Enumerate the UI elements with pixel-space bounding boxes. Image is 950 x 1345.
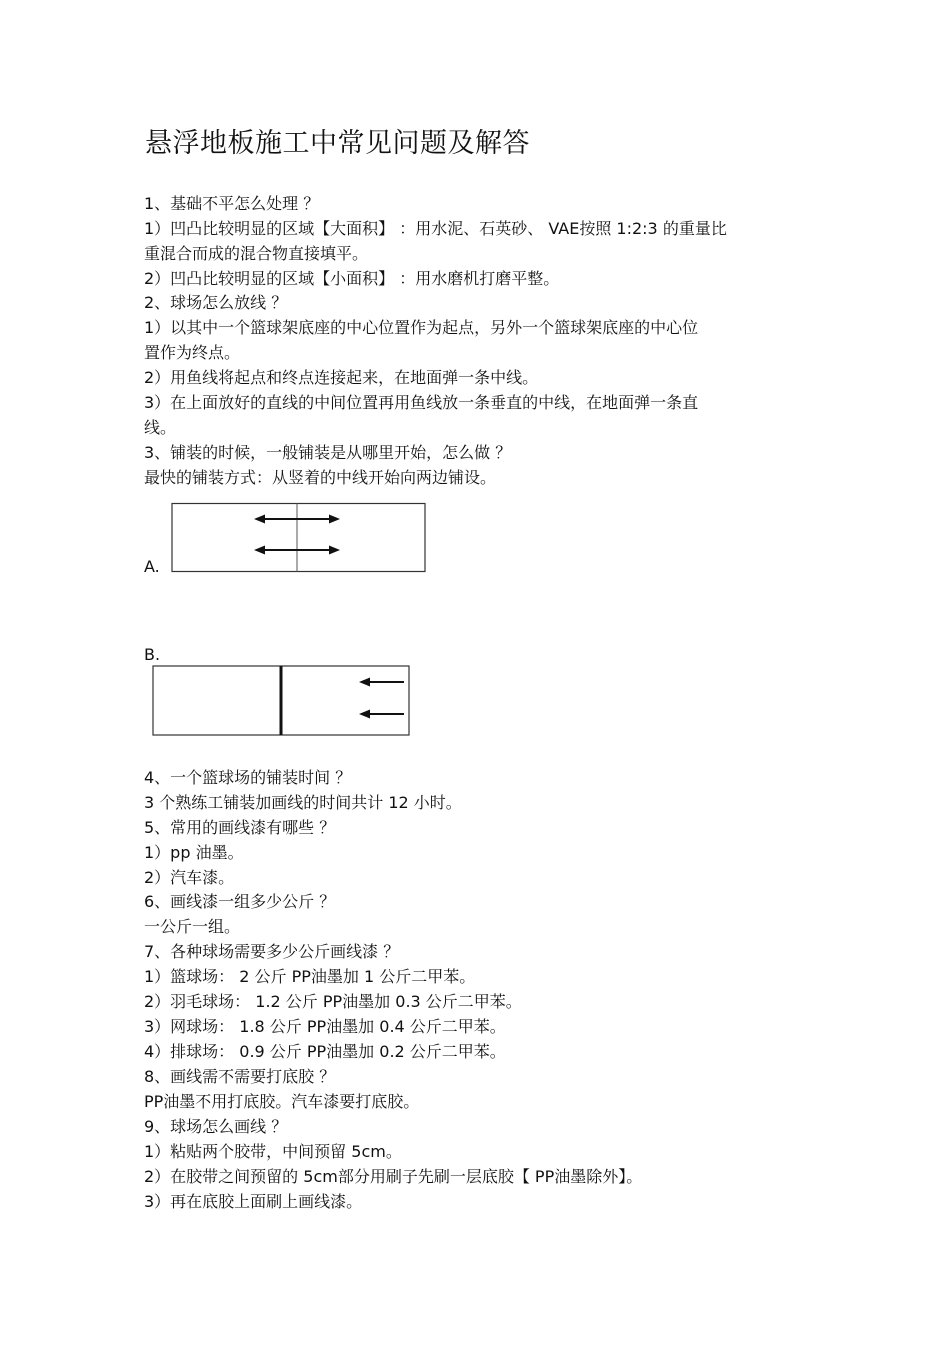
text-line: 4、一个篮球场的铺装时间 ？ [144, 768, 352, 787]
text-line: 置作为终点。 [144, 343, 241, 362]
diagram-a [170, 502, 430, 576]
text-line: 6、画线漆一组多少公斤 ？ [144, 892, 336, 911]
text-line: 2）在胶带之间预留的 5cm部分用刷子先刷一层底胶【 PP油墨除外】。 [144, 1167, 643, 1186]
text-line: 2）羽毛球场： 1.2 公斤 PP油墨加 0.3 公斤二甲苯。 [144, 992, 522, 1011]
text-line: PP油墨不用打底胶。汽车漆要打底胶。 [144, 1092, 420, 1111]
text-line: 3）再在底胶上面刷上画线漆。 [144, 1192, 363, 1211]
text-line: 3 个熟练工铺装加画线的时间共计 12 小时。 [144, 793, 462, 812]
text-line: 4）排球场： 0.9 公斤 PP油墨加 0.2 公斤二甲苯。 [144, 1042, 506, 1061]
text-line: 8、画线需不需要打底胶 ？ [144, 1067, 336, 1086]
text-line: 2）凹凸比较明显的区域【小面积】 ：用水磨机打磨平整。 [144, 269, 560, 288]
arrow-left-icon [359, 678, 404, 687]
text-line: 线。 [144, 418, 177, 437]
text-line: 1、基础不平怎么处理 ？ [144, 194, 320, 213]
diagram-b [150, 664, 414, 740]
diagram-a-label: A. [144, 557, 160, 576]
arrow-left-icon [359, 710, 404, 719]
text-line: 3、铺装的时候，一般铺装是从哪里开始，怎么做 ？ [144, 443, 512, 462]
text-line: 7、各种球场需要多少公斤画线漆 ？ [144, 942, 400, 961]
text-line: 一公斤一组。 [144, 917, 241, 936]
text-line: 1）以其中一个篮球架底座的中心位置作为起点，另外一个篮球架底座的中心位 [144, 318, 699, 337]
text-line: 1）篮球场： 2 公斤 PP油墨加 1 公斤二甲苯。 [144, 967, 476, 986]
text-line: 3）在上面放好的直线的中间位置再用鱼线放一条垂直的中线，在地面弹一条直 [144, 393, 699, 412]
text-line: 最快的铺装方式：从竖着的中线开始向两边铺设。 [144, 468, 497, 487]
text-line: 1）粘贴两个胶带，中间预留 5cm。 [144, 1142, 402, 1161]
text-line: 3）网球场： 1.8 公斤 PP油墨加 0.4 公斤二甲苯。 [144, 1017, 506, 1036]
text-line: 2）汽车漆。 [144, 868, 235, 887]
text-line: 9、球场怎么画线 ？ [144, 1117, 288, 1136]
diagram-b-label: B. [144, 645, 161, 664]
text-line: 2、球场怎么放线 ？ [144, 293, 288, 312]
text-line: 5、常用的画线漆有哪些 ？ [144, 818, 336, 837]
text-line: 2）用鱼线将起点和终点连接起来，在地面弹一条中线。 [144, 368, 539, 387]
page-title: 悬浮地板施工中常见问题及解答 [145, 128, 530, 159]
text-line: 1）凹凸比较明显的区域【大面积】 ：用水泥、石英砂、 VAE按照 1:2:3 的重量比 [144, 219, 727, 238]
text-line: 重混合而成的混合物直接填平。 [144, 244, 369, 263]
text-line: 1）pp 油墨。 [144, 843, 244, 862]
diagram-a-frame [172, 504, 425, 572]
